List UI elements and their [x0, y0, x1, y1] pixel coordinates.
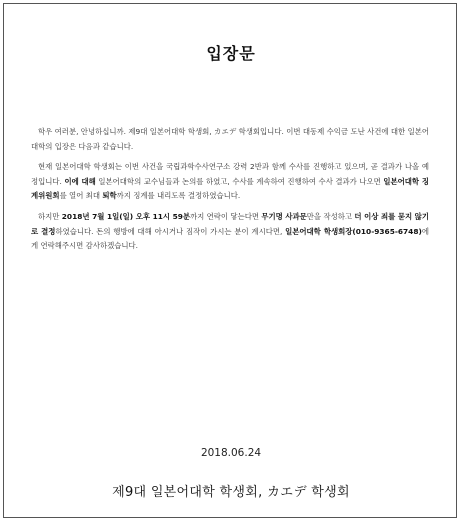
- paragraph-investigation: [31, 160, 429, 204]
- investigation-emphasis-expulsion: 퇴학: [102, 191, 117, 201]
- deadline-emphasis-contact: 일본어대학 학생회장(010-9365-6748): [285, 226, 422, 236]
- deadline-text-1: 하지만: [38, 211, 62, 221]
- document-page: [3, 3, 457, 518]
- document-date: 2018.06.24: [200, 447, 262, 459]
- document-body: [31, 125, 429, 260]
- investigation-text-2: 일본어대학의 교수님들과 논의를 하였고, 수사를 계속하여 진행하여 수사 결과가 나오면: [95, 176, 384, 186]
- deadline-emphasis-date: 2018년 7월 1일(일) 오후 11시 59분: [61, 211, 191, 221]
- document-title: 입장문: [206, 44, 256, 63]
- deadline-text-3: 만을 작성하고: [306, 211, 355, 221]
- investigation-text-1: 현재 일본어대학 학생회는 이번 사건을 국립과학수사연구소 강력 2반과 함께 수사를 진행하고 있으며, 곧 결과가 나올 예정입니다.: [31, 162, 429, 186]
- paragraph-greeting-text: 학우 여러분, 안녕하십니까. 제9대 일본어대학 학생회, カエデ 학생회입니다. 이번 대동제 수익금 도난 사건에 대한 일본어대학의 입장은 다음과 같습니다.: [31, 127, 429, 151]
- investigation-emphasis-committee: 일본어대학 징계위원회: [31, 176, 429, 201]
- paragraph-deadline: [31, 210, 429, 254]
- deadline-text-4: 하였습니다. 돈의 행방에 대해 아시거나 짐작이 가시는 분이 계시다면,: [55, 226, 286, 236]
- document-signature: 제9대 일본어대학 학생회, カエデ 학생회: [112, 485, 350, 500]
- investigation-emphasis-1: 이에 대해: [64, 176, 96, 186]
- deadline-text-2: 까지 연락이 닿는다면: [190, 211, 262, 221]
- paragraph-greeting: [31, 125, 429, 154]
- investigation-text-4: 까지 징계를 내리도록 결정하였습니다.: [116, 191, 241, 201]
- deadline-emphasis-apology: 무기명 사과문: [261, 211, 307, 221]
- investigation-text-3: 를 열어 최대: [59, 191, 103, 201]
- deadline-emphasis-decision: 더 이상 죄를 묻지 않기로 결정: [31, 211, 429, 236]
- deadline-text-5: 에게 연락해주시면 감사하겠습니다.: [31, 226, 429, 251]
